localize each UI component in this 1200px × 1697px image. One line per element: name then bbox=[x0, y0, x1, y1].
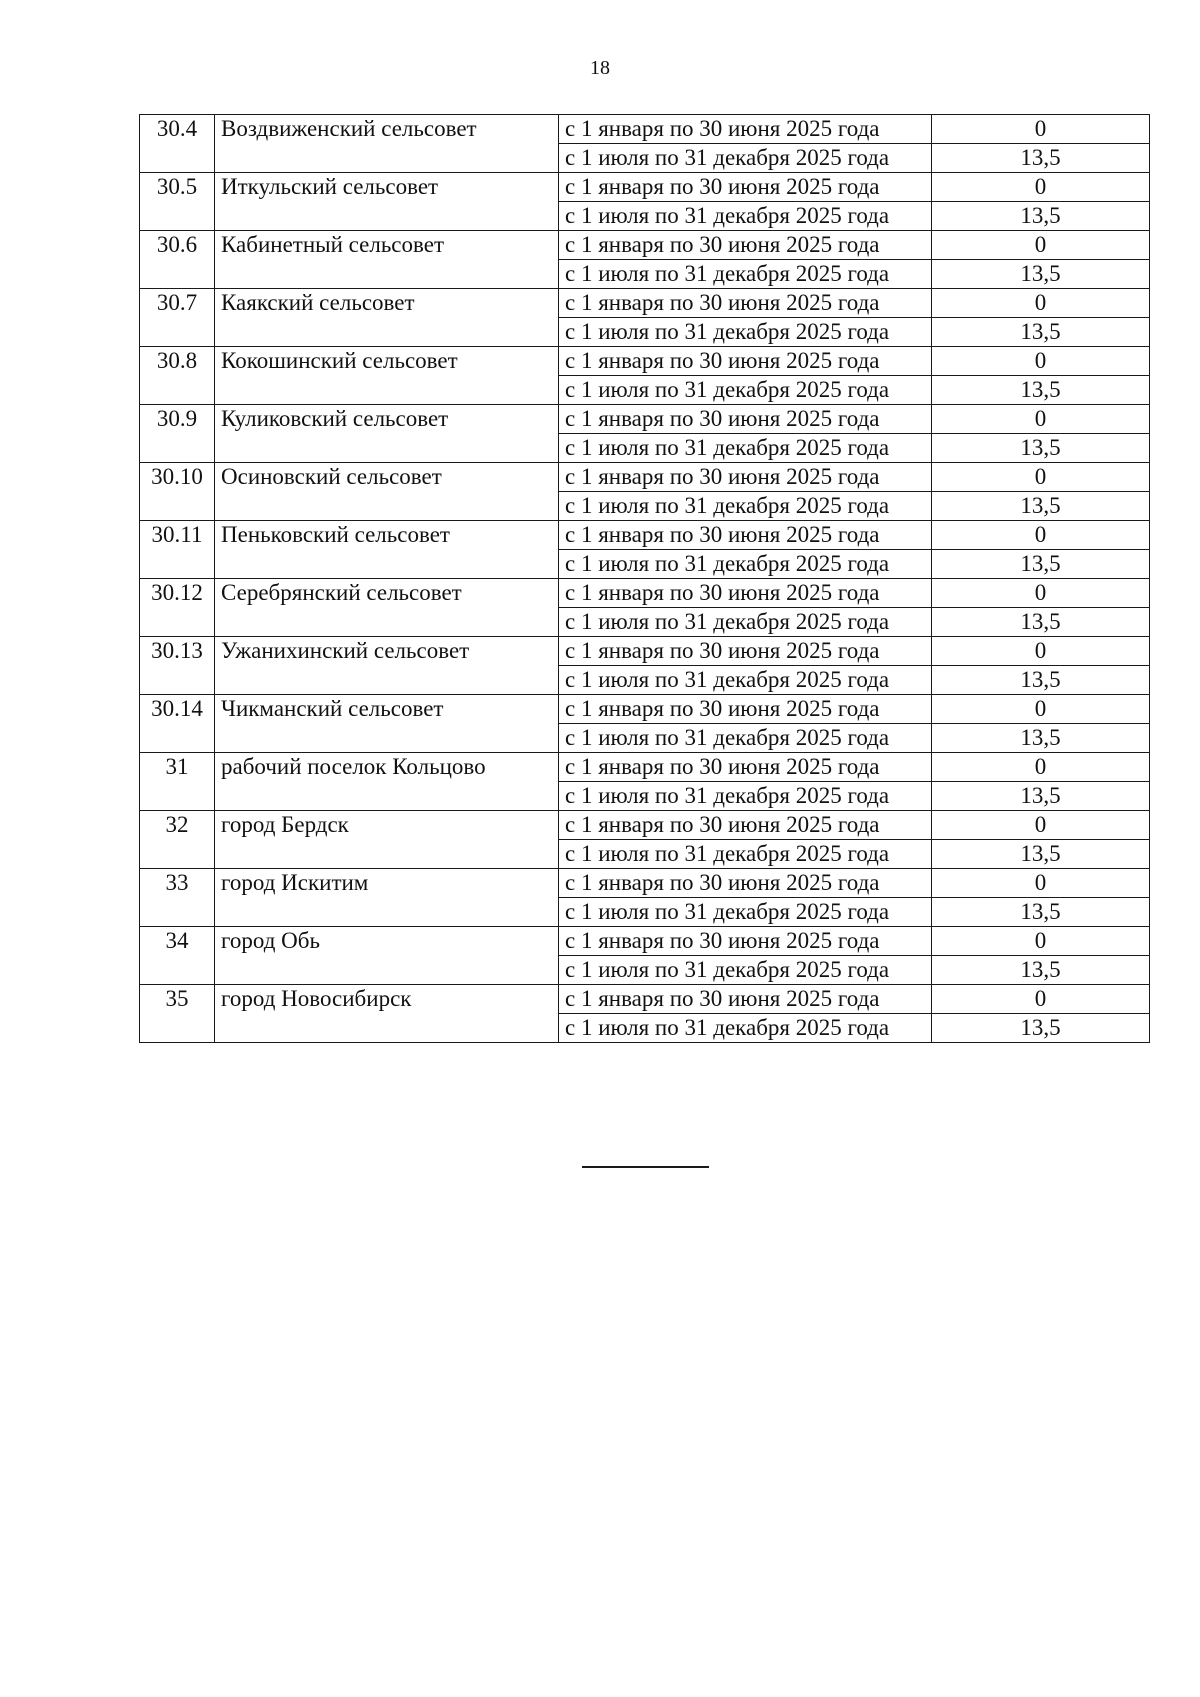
municipality-name-cell: Кабинетный сельсовет bbox=[215, 231, 559, 289]
period-cell: с 1 июля по 31 декабря 2025 года bbox=[559, 608, 932, 637]
row-number-cell: 30.7 bbox=[140, 289, 215, 347]
rate-cell: 13,5 bbox=[932, 956, 1150, 985]
municipality-name-cell: Куликовский сельсовет bbox=[215, 405, 559, 463]
rate-cell: 0 bbox=[932, 637, 1150, 666]
period-cell: с 1 января по 30 июня 2025 года bbox=[559, 695, 932, 724]
municipality-name-cell: рабочий поселок Кольцово bbox=[215, 753, 559, 811]
period-cell: с 1 января по 30 июня 2025 года bbox=[559, 405, 932, 434]
rate-cell: 13,5 bbox=[932, 376, 1150, 405]
period-cell: с 1 июля по 31 декабря 2025 года bbox=[559, 434, 932, 463]
table-row bbox=[140, 231, 1150, 260]
municipality-name-cell: Кокошинский сельсовет bbox=[215, 347, 559, 405]
period-cell: с 1 июля по 31 декабря 2025 года bbox=[559, 144, 932, 173]
municipality-name-cell: Воздвиженский сельсовет bbox=[215, 115, 559, 173]
rate-cell: 0 bbox=[932, 521, 1150, 550]
rate-cell: 0 bbox=[932, 927, 1150, 956]
period-cell: с 1 июля по 31 декабря 2025 года bbox=[559, 202, 932, 231]
table-row bbox=[140, 347, 1150, 376]
rate-cell: 13,5 bbox=[932, 898, 1150, 927]
row-number-cell: 30.6 bbox=[140, 231, 215, 289]
municipality-name-cell: Осиновский сельсовет bbox=[215, 463, 559, 521]
table-row bbox=[140, 289, 1150, 318]
row-number-cell: 30.13 bbox=[140, 637, 215, 695]
period-cell: с 1 июля по 31 декабря 2025 года bbox=[559, 782, 932, 811]
row-number-cell: 31 bbox=[140, 753, 215, 811]
period-cell: с 1 января по 30 июня 2025 года bbox=[559, 289, 932, 318]
table-row bbox=[140, 695, 1150, 724]
row-number-cell: 32 bbox=[140, 811, 215, 869]
table-row bbox=[140, 985, 1150, 1014]
table-row bbox=[140, 521, 1150, 550]
municipality-name-cell: город Новосибирск bbox=[215, 985, 559, 1043]
row-number-cell: 30.14 bbox=[140, 695, 215, 753]
municipality-name-cell: город Бердск bbox=[215, 811, 559, 869]
rate-cell: 13,5 bbox=[932, 492, 1150, 521]
rate-cell: 13,5 bbox=[932, 550, 1150, 579]
period-cell: с 1 января по 30 июня 2025 года bbox=[559, 927, 932, 956]
municipality-name-cell: город Обь bbox=[215, 927, 559, 985]
rate-cell: 0 bbox=[932, 289, 1150, 318]
rate-cell: 13,5 bbox=[932, 782, 1150, 811]
rate-cell: 0 bbox=[932, 347, 1150, 376]
table-row bbox=[140, 927, 1150, 956]
municipality-name-cell: Иткульский сельсовет bbox=[215, 173, 559, 231]
rate-cell: 13,5 bbox=[932, 1014, 1150, 1043]
rate-cell: 0 bbox=[932, 115, 1150, 144]
period-cell: с 1 июля по 31 декабря 2025 года bbox=[559, 666, 932, 695]
period-cell: с 1 января по 30 июня 2025 года bbox=[559, 637, 932, 666]
municipality-name-cell: Серебрянский сельсовет bbox=[215, 579, 559, 637]
rate-cell: 13,5 bbox=[932, 608, 1150, 637]
rates-table bbox=[139, 114, 1150, 1043]
period-cell: с 1 января по 30 июня 2025 года bbox=[559, 753, 932, 782]
row-number-cell: 30.12 bbox=[140, 579, 215, 637]
rate-cell: 0 bbox=[932, 753, 1150, 782]
table-row bbox=[140, 405, 1150, 434]
rate-cell: 0 bbox=[932, 405, 1150, 434]
municipality-name-cell: Ужанихинский сельсовет bbox=[215, 637, 559, 695]
end-of-table-rule bbox=[582, 1166, 709, 1168]
rate-cell: 0 bbox=[932, 811, 1150, 840]
period-cell: с 1 июля по 31 декабря 2025 года bbox=[559, 550, 932, 579]
table-row bbox=[140, 579, 1150, 608]
rate-cell: 0 bbox=[932, 231, 1150, 260]
period-cell: с 1 июля по 31 декабря 2025 года bbox=[559, 898, 932, 927]
rate-cell: 0 bbox=[932, 579, 1150, 608]
rate-cell: 13,5 bbox=[932, 318, 1150, 347]
period-cell: с 1 июля по 31 декабря 2025 года bbox=[559, 376, 932, 405]
period-cell: с 1 января по 30 июня 2025 года bbox=[559, 463, 932, 492]
period-cell: с 1 января по 30 июня 2025 года bbox=[559, 231, 932, 260]
rate-cell: 0 bbox=[932, 173, 1150, 202]
row-number-cell: 33 bbox=[140, 869, 215, 927]
row-number-cell: 30.4 bbox=[140, 115, 215, 173]
rate-cell: 13,5 bbox=[932, 260, 1150, 289]
row-number-cell: 30.9 bbox=[140, 405, 215, 463]
municipality-name-cell: Пеньковский сельсовет bbox=[215, 521, 559, 579]
table-row bbox=[140, 637, 1150, 666]
rate-cell: 13,5 bbox=[932, 840, 1150, 869]
period-cell: с 1 июля по 31 декабря 2025 года bbox=[559, 1014, 932, 1043]
table-row bbox=[140, 173, 1150, 202]
row-number-cell: 30.11 bbox=[140, 521, 215, 579]
period-cell: с 1 июля по 31 декабря 2025 года bbox=[559, 318, 932, 347]
period-cell: с 1 января по 30 июня 2025 года bbox=[559, 985, 932, 1014]
rate-cell: 13,5 bbox=[932, 724, 1150, 753]
table-row bbox=[140, 753, 1150, 782]
row-number-cell: 30.8 bbox=[140, 347, 215, 405]
rate-cell: 0 bbox=[932, 463, 1150, 492]
period-cell: с 1 января по 30 июня 2025 года bbox=[559, 115, 932, 144]
table-row bbox=[140, 811, 1150, 840]
rate-cell: 13,5 bbox=[932, 144, 1150, 173]
period-cell: с 1 июля по 31 декабря 2025 года bbox=[559, 724, 932, 753]
period-cell: с 1 июля по 31 декабря 2025 года bbox=[559, 260, 932, 289]
period-cell: с 1 января по 30 июня 2025 года bbox=[559, 521, 932, 550]
row-number-cell: 30.5 bbox=[140, 173, 215, 231]
rates-table-body bbox=[140, 115, 1150, 1043]
table-row bbox=[140, 869, 1150, 898]
table-row bbox=[140, 463, 1150, 492]
period-cell: с 1 января по 30 июня 2025 года bbox=[559, 173, 932, 202]
municipality-name-cell: Каякский сельсовет bbox=[215, 289, 559, 347]
rate-cell: 0 bbox=[932, 869, 1150, 898]
municipality-name-cell: Чикманский сельсовет bbox=[215, 695, 559, 753]
period-cell: с 1 января по 30 июня 2025 года bbox=[559, 811, 932, 840]
period-cell: с 1 июля по 31 декабря 2025 года bbox=[559, 956, 932, 985]
row-number-cell: 34 bbox=[140, 927, 215, 985]
rate-cell: 0 bbox=[932, 695, 1150, 724]
row-number-cell: 35 bbox=[140, 985, 215, 1043]
period-cell: с 1 января по 30 июня 2025 года bbox=[559, 579, 932, 608]
row-number-cell: 30.10 bbox=[140, 463, 215, 521]
period-cell: с 1 июля по 31 декабря 2025 года bbox=[559, 492, 932, 521]
page-number: 18 bbox=[590, 57, 610, 79]
period-cell: с 1 января по 30 июня 2025 года bbox=[559, 869, 932, 898]
table-row bbox=[140, 115, 1150, 144]
period-cell: с 1 июля по 31 декабря 2025 года bbox=[559, 840, 932, 869]
rate-cell: 13,5 bbox=[932, 666, 1150, 695]
rate-cell: 13,5 bbox=[932, 434, 1150, 463]
municipality-name-cell: город Искитим bbox=[215, 869, 559, 927]
rate-cell: 0 bbox=[932, 985, 1150, 1014]
period-cell: с 1 января по 30 июня 2025 года bbox=[559, 347, 932, 376]
rate-cell: 13,5 bbox=[932, 202, 1150, 231]
